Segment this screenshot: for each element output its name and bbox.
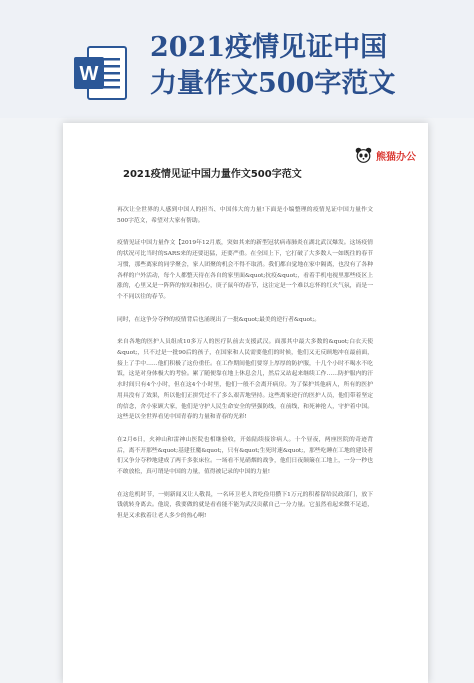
page-title-line-1: 2021疫情见证中国: [150, 32, 388, 63]
paragraph: 同时，在这争分夺秒的疫情背后也涌现出了一批&quot;最美的逆行者&quot;。: [117, 316, 321, 323]
paragraph: 疫情见证中国力量作文【2019年12月底，突如其来的新型冠状病毒肺炎在湖北武汉爆发。这场疫情的状况可比当时的SARS来的还要迅猛，还要严重。在全国上下，它打破了大多数人一如既往的春节习惯，那些离家的同学聚会，家人团聚的机会不得不取消。我们都自觉地在家中隔离，也没有了各种各样的户外活动，每个人都整天待在各自的家里面&quot;抗疫&quot;，看着手机电视里那些疫区上涨的，心里又是一阵阵的惊叹和担心，庚子鼠年的春节，这注定是一个难以忘怀的红火气氛，而是一个不同以往的春节。: [117, 240, 373, 300]
word-icon-letter: W: [79, 63, 99, 85]
page-title-line-2: 力量作文500字范文: [150, 68, 396, 99]
paragraph: 再次让全世界的人感到中国人的担当、中国伟大的力量!下面是小编整理的疫情见证中国力量作文500字范文，希望对大家有帮助。: [117, 207, 373, 224]
paragraph: 在2月6日，火神山和雷神山医院也相继验收，开始陆续接诊病人。十个昼夜，两座医院的奇迹背后，离不开那些&quot;基建狂魔&quot;，只有&quot;生死时速&quot;，那些吃睡在工地的建设者们又争分夺秒地建成了两千多张床位。一场看不见硝烟的战争，他们日夜颠簸在工地上，一分一秒也不敢放松，真可谓是中国的力量，值得被记录的中国的力量!: [117, 436, 373, 476]
paragraph: 来自各地的医护人员组成10多万人的医疗队前去支援武汉。面那其中最大多数的&quot;白衣天使&quot;，只不过是一批90后的孩子，在国家和人民需要他们的时候，他们又无反顾地冲在最前面，接上了手中……他们积极了这份重任。在工作期间他们要穿上厚厚的防护服，十几个小时不喝水不吃饭，这是对身体极大的考验。累了随便靠在地上休息会儿，然后又站起来继续工作……防护服内的汗水时间只有4个小时，但在这4个小时里，他们一般不会离开病房。为了保护其他病人，所有的医护用具没有了效果，所以他们正拼凭过不了多么艰苦地坚持。这些离家逆行的医护人员，他们带着坚定的信念，舍小家顾大家，他们是守护人民生命安全的坚强防线，在前线，和死神抢人，守护着中国。这些是以全世界看见中国青春的力量和青春的光彩!: [117, 339, 373, 421]
panda-icon: [355, 147, 372, 163]
brand-logo: [355, 146, 416, 164]
document-title: 2021疫情见证中国力量作文500字范文: [123, 169, 302, 180]
word-document-icon: [74, 44, 128, 102]
paragraph: 在这危机时节，一则新闻又让人敬畏，一名环卫老人省吃俭用攒下1万元的积蓄留给民政部门，放下钱就转身离去。他说，我要做的就是看看能不能为武汉贡献自己一分力量。它虽然看起来微不足道，但是又求救着让老人多少的热心啊!: [117, 491, 373, 520]
page-title: [150, 30, 470, 102]
document-page: [63, 123, 428, 683]
page-header: [0, 0, 474, 118]
document-body: [117, 205, 373, 534]
brand-name: 熊猫办公: [376, 151, 416, 163]
